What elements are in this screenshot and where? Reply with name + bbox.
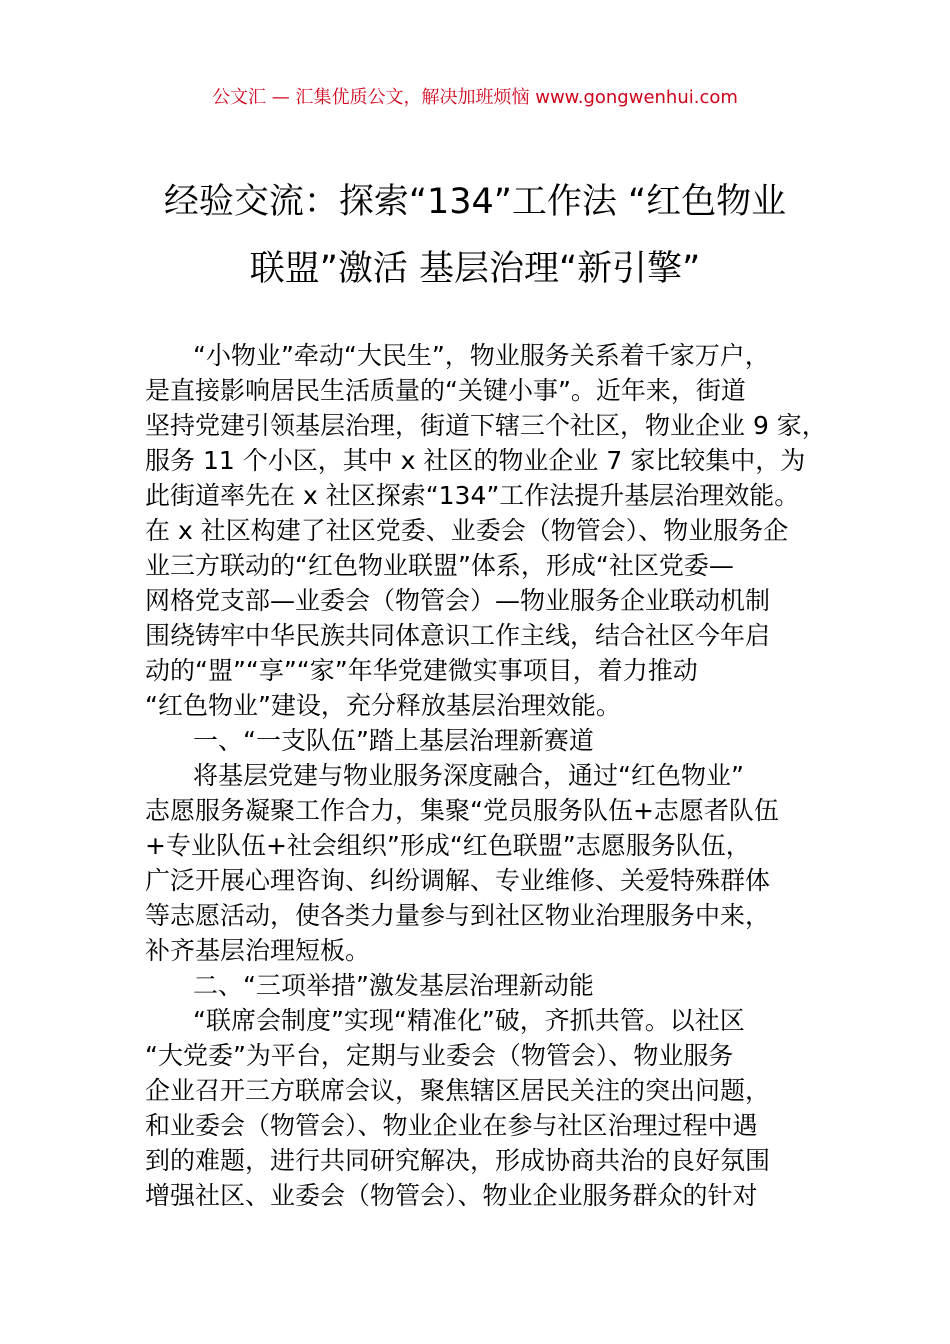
document-title-line-2: 联盟”激活 基层治理“新引擎” — [249, 249, 701, 289]
body-line: 网格党支部—业委会（物管会）—物业服务企业联动机制 — [145, 586, 771, 615]
body-line: “小物业”牵动“大民生”，物业服务关系着千家万户， — [193, 341, 770, 370]
body-line: +专业队伍+社会组织”形成“红色联盟”志愿服务队伍， — [145, 831, 751, 860]
body-line: 企业召开三方联席会议，聚焦辖区居民关注的突出问题， — [145, 1076, 771, 1105]
body-line: 业三方联动的“红色物业联盟”体系，形成“社区党委— — [145, 551, 734, 580]
header-watermark-line: 公文汇 — 汇集优质公文，解决加班烦恼 www.gongwenhui.com — [212, 87, 738, 108]
body-line: 在 x 社区构建了社区党委、业委会（物管会）、物业服务企 — [145, 516, 789, 545]
body-line: 广泛开展心理咨询、纠纷调解、专业维修、关爱特殊群体 — [145, 866, 771, 895]
document-title-line-1: 经验交流：探索“134”工作法 “红色物业 — [163, 182, 787, 222]
body-line: 志愿服务凝聚工作合力，集聚“党员服务队伍+志愿者队伍 — [145, 796, 779, 825]
section-heading-1: 一、“一支队伍”踏上基层治理新赛道 — [193, 726, 594, 755]
body-line: 服务 11 个小区，其中 x 社区的物业企业 7 家比较集中，为 — [145, 446, 806, 475]
body-line: “联席会制度”实现“精准化”破，齐抓共管。以社区 — [193, 1006, 745, 1035]
body-line: 到的难题，进行共同研究解决，形成协商共治的良好氛围 — [145, 1146, 771, 1175]
body-line: 是直接影响居民生活质量的“关键小事”。近年来，街道 — [145, 376, 746, 405]
document-body — [145, 338, 827, 1213]
body-line: “大党委”为平台，定期与业委会（物管会）、物业服务 — [145, 1041, 734, 1070]
body-line: 坚持党建引领基层治理，街道下辖三个社区，物业企业 9 家， — [145, 411, 827, 440]
body-line: 补齐基层治理短板。 — [145, 936, 371, 965]
section-heading-2: 二、“三项举措”激发基层治理新动能 — [193, 971, 594, 1000]
body-line: 围绕铸牢中华民族共同体意识工作主线，结合社区今年启 — [145, 621, 771, 650]
body-line: 等志愿活动，使各类力量参与到社区物业治理服务中来， — [145, 901, 771, 930]
body-line: 此街道率先在 x 社区探索“134”工作法提升基层治理效能。 — [145, 481, 800, 510]
body-line: 增强社区、业委会（物管会）、物业企业服务群众的针对 — [145, 1181, 758, 1210]
body-line: 和业委会（物管会）、物业企业在参与社区治理过程中遇 — [145, 1111, 758, 1140]
body-line: 动的“盟”“享”“家”年华党建微实事项目，着力推动 — [145, 656, 698, 685]
body-line: “红色物业”建设，充分释放基层治理效能。 — [145, 691, 621, 720]
body-line: 将基层党建与物业服务深度融合，通过“红色物业” — [193, 761, 744, 790]
